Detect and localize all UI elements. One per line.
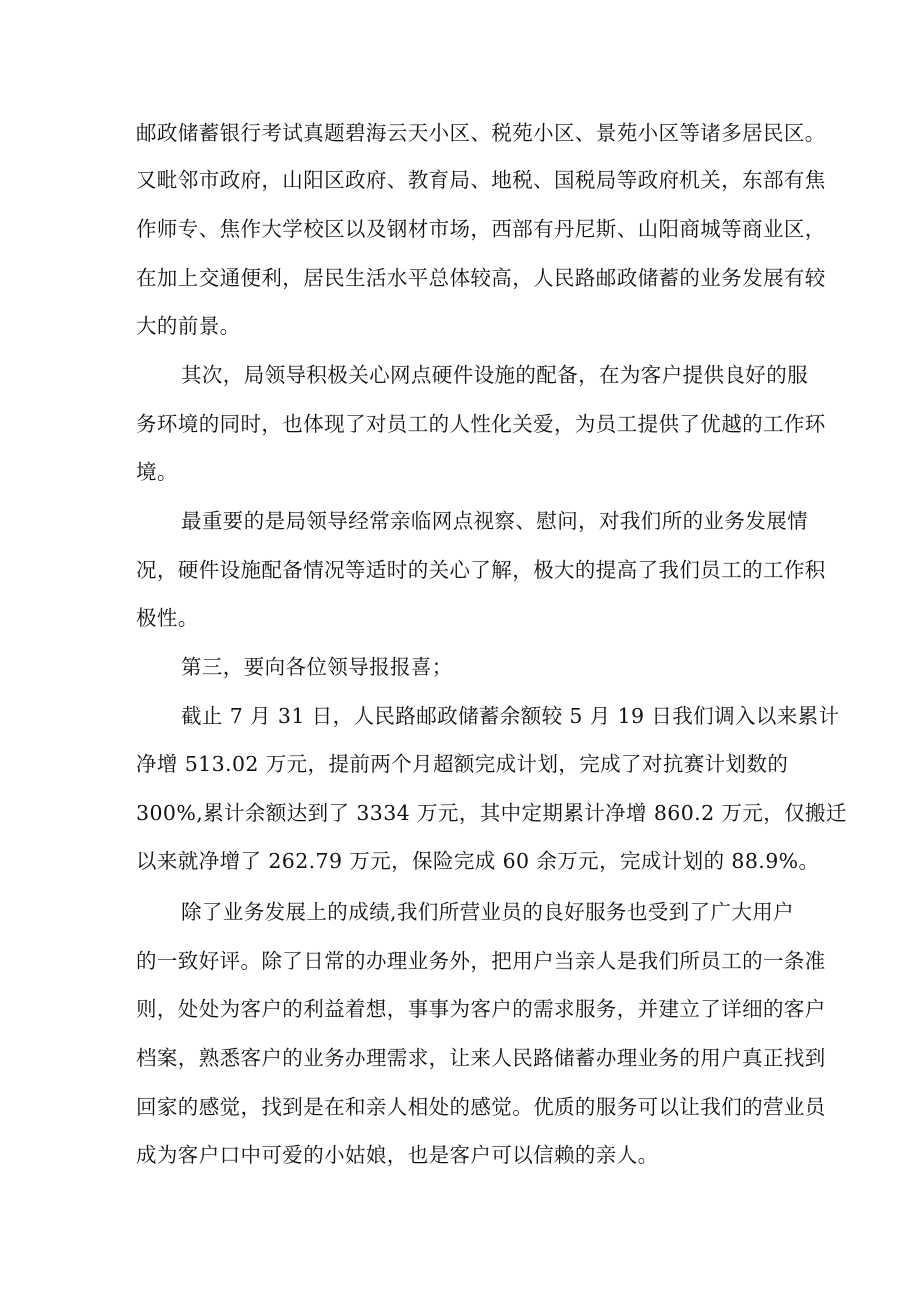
paragraph-line: 务环境的同时，也体现了对员工的人性化关爱，为员工提供了优越的工作环 (136, 412, 826, 436)
paragraph-line: 况，硬件设施配备情况等适时的关心了解，极大的提高了我们员工的工作积 (136, 558, 826, 582)
paragraph-line: 大的前景。 (136, 314, 241, 338)
paragraph-line: 截止 7 月 31 日，人民路邮政储蓄余额较 5 月 19 日我们调入以来累计 (181, 704, 840, 728)
paragraph-line: 以来就净增了 262.79 万元，保险完成 60 余万元，完成计划的 88.9%。 (136, 849, 820, 873)
paragraph-line: 在加上交通便利，居民生活水平总体较高，人民路邮政储蓄的业务发展有较 (136, 266, 826, 290)
paragraph-line: 档案，熟悉客户的业务办理需求，让来人民路储蓄办理业务的用户真正找到 (136, 1046, 826, 1070)
paragraph-line: 则，处处为客户的利益着想，事事为客户的需求服务，并建立了详细的客户 (136, 997, 826, 1021)
paragraph-line: 成为客户口中可爱的小姑娘，也是客户可以信赖的亲人。 (136, 1143, 659, 1167)
paragraph-line: 最重要的是局领导经常亲临网点视察、慰问，对我们所的业务发展情 (181, 509, 808, 533)
paragraph-line: 的一致好评。除了日常的办理业务外，把用户当亲人是我们所员工的一条准 (136, 949, 826, 973)
paragraph-line: 净增 513.02 万元，提前两个月超额完成计划，完成了对抗赛计划数的 (136, 752, 789, 776)
paragraph-line: 回家的感觉，找到是在和亲人相处的感觉。优质的服务可以让我们的营业员 (136, 1095, 826, 1119)
paragraph-line: 除了业务发展上的成绩,我们所营业员的良好服务也受到了广大用户 (181, 900, 795, 924)
paragraph-line: 极性。 (136, 606, 199, 630)
paragraph-line: 又毗邻市政府，山阳区政府、教育局、地税、国税局等政府机关，东部有焦 (136, 168, 826, 192)
paragraph-line: 300%,累计余额达到了 3334 万元，其中定期累计净增 860.2 万元，仅搬迁 (136, 801, 847, 825)
paragraph-line: 作师专、焦作大学校区以及钢材市场，西部有丹尼斯、山阳商城等商业区， (136, 217, 826, 241)
paragraph-line: 邮政储蓄银行考试真题碧海云天小区、税苑小区、景苑小区等诸多居民区。 (136, 121, 826, 145)
paragraph-line: 境。 (136, 460, 178, 484)
paragraph-line: 第三，要向各位领导报报喜； (181, 655, 453, 679)
paragraph-line: 其次，局领导积极关心网点硬件设施的配备，在为客户提供良好的服 (181, 363, 808, 387)
